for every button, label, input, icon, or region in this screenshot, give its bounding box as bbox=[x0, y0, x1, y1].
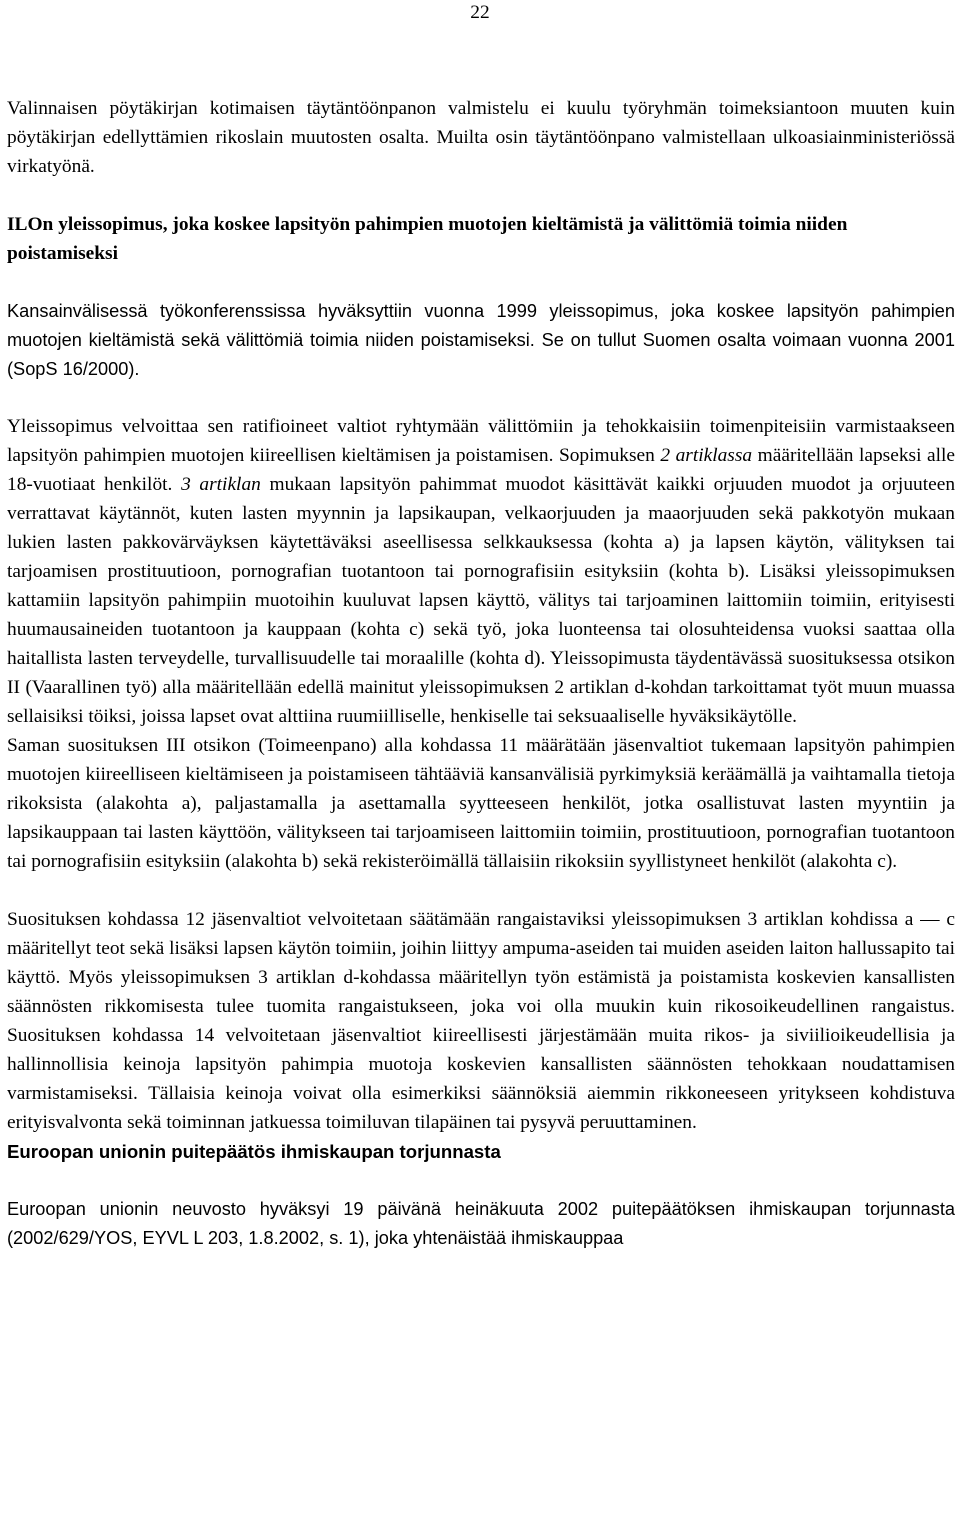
italic-article-2: 2 artiklassa bbox=[660, 445, 753, 466]
document-body bbox=[7, 94, 955, 1253]
paragraph-implementation: Valinnaisen pöytäkirjan kotimaisen täytäntöönpanon valmistelu ei kuulu työryhmän toimeksiantoon muuten kuin pöytäkirjan edellyttämien rikoslain muutosten osalta. Muilta osin täytäntöönpano valmistellaan ulkoasiainministeriössä virkatyönä. bbox=[7, 98, 955, 177]
paragraph-ilo-adoption: Kansainvälisessä työkonferenssissa hyväksyttiin vuonna 1999 yleissopimus, joka koskee lapsityön pahimpien muotojen kieltämistä sekä välittömiä toimia niiden poistamiseksi. Se on tullut Suomen osalta voimaan vuonna 2001 (SopS 16/2000). bbox=[7, 301, 955, 379]
page-number: 22 bbox=[470, 2, 490, 23]
heading-ilo-convention: ILOn yleissopimus, joka koskee lapsityön pahimpien muotojen kieltämistä ja välittömiä toimia niiden poistamiseksi bbox=[7, 214, 848, 264]
text-run: määritellään lapseksi alle 18-vuotiaat henkilöt. bbox=[7, 445, 955, 495]
text-run: mukaan lapsityön pahimmat muodot käsittävät kaikki orjuuden muodot ja orjuuteen verrattavat käytännöt, kuten lasten myynnin ja lapsikaupan, velkaorjuuden ja maaorjuuden sekä pakkotyön mukaan lukien lasten pakkovärväyksen käytettäväksi aseellisessa selkkauksessa (kohta a) ja lapsen käytön, välityksen tai tarjoamisen prostituutioon, pornografian tuotantoon tai pornografisiin esityksiin (kohta b). Lisäksi yleissopimuksen kattamiin lapsityön pahimpiin muotoihin kuuluvat lapsen käyttö, välitys tai tarjoaminen laittomiin toimiin, erityisesti huumausaineiden tuotantoon ja kauppaan (kohta c) sekä työ, joka luonteensa tai olosuhteidensa vuoksi saattaa olla haitallista lasten terveydelle, turvallisuudelle tai moraalille (kohta d). Yleissopimusta täydentävässä suosituksessa otsikon II (Vaarallinen työ) alla määritellään edellä mainitut yleissopimuksen 2 artiklan d-kohdan tarkoittamat työt muun muassa sellaisiksi töiksi, joissa lapset ovat alttiina ruumiilliselle, henkiselle tai seksuaaliselle hyväksikäytölle. bbox=[7, 474, 956, 727]
text-run: Yleissopimus velvoittaa sen ratifioineet valtiot ryhtymään välittömiin ja tehokkaisiin toimenpiteisiin varmistaakseen lapsityön pahimpien muotojen kiireellisen kieltämisen ja poistamisen. Sopimuksen bbox=[7, 416, 955, 466]
heading-eu-framework-decision: Euroopan unionin puitepäätös ihmiskaupan torjunnasta bbox=[7, 1141, 501, 1162]
paragraph-recommendation-12: Suosituksen kohdassa 12 jäsenvaltiot velvoitetaan säätämään rangaistaviksi yleissopimuksen 3 artiklan kohdissa a — c määritellyt teot sekä lisäksi lapsen käytön toimiin, joihin liittyy ampuma-aseiden tai muiden aseiden laiton hallussapito tai käyttö. Myös yleissopimuksen 3 artiklan d-kohdassa määritellyn työn estämistä ja poistamista koskevien kansallisten säännösten rikkomisesta tulee tuomita rangaistukseen, joka voi olla muukin kuin rikosoikeudellinen rangaistus. Suosituksen kohdassa 14 velvoitetaan jäsenvaltiot kiireellisesti järjestämään muita rikos- ja siviilioikeudellisia ja hallinnollisia keinoja lapsityön pahimpia muotoja koskevien kansallisten säännösten tehokkaan noudattamisen varmistamiseksi. Tällaisia keinoja voivat olla esimerkiksi säännöksiä aiemmin rikkoneeseen yritykseen kohdistuva erityisvalvonta sekä toiminnan jatkuessa toimiluvan tilapäinen tai pysyvä peruuttaminen. bbox=[7, 909, 955, 1133]
paragraph-convention-obligations bbox=[7, 412, 955, 731]
italic-article-3: 3 artiklan bbox=[181, 474, 261, 495]
paragraph-recommendation-iii: Saman suosituksen III otsikon (Toimeenpano) alla kohdassa 11 määrätään jäsenvaltiot tukemaan lapsityön pahimpien muotojen kiireelliseen kieltämiseen ja poistamiseen tähtääviä kansanvälisiä pyrkimyksiä keräämällä ja vaihtamalla tietoja rikoksista (alakohta a), paljastamalla ja asettamalla syytteeseen henkilöt, jotka osallistuvat lasten myyntiin ja lapsikauppaan tai lasten käyttöön, välitykseen tai tarjoamiseen laittomiin toimiin, prostituutioon, pornografian tuotantoon tai pornografisiin esityksiin (alakohta b) sekä rekisteröimällä tällaisiin rikoksiin syyllistyneet henkilöt (alakohta c). bbox=[7, 735, 955, 872]
paragraph-eu-council: Euroopan unionin neuvosto hyväksyi 19 päivänä heinäkuuta 2002 puitepäätöksen ihmiskaupan torjunnasta (2002/629/YOS, EYVL L 203, 1.8.2002, s. 1), joka yhtenäistää ihmiskauppaa bbox=[7, 1199, 955, 1248]
